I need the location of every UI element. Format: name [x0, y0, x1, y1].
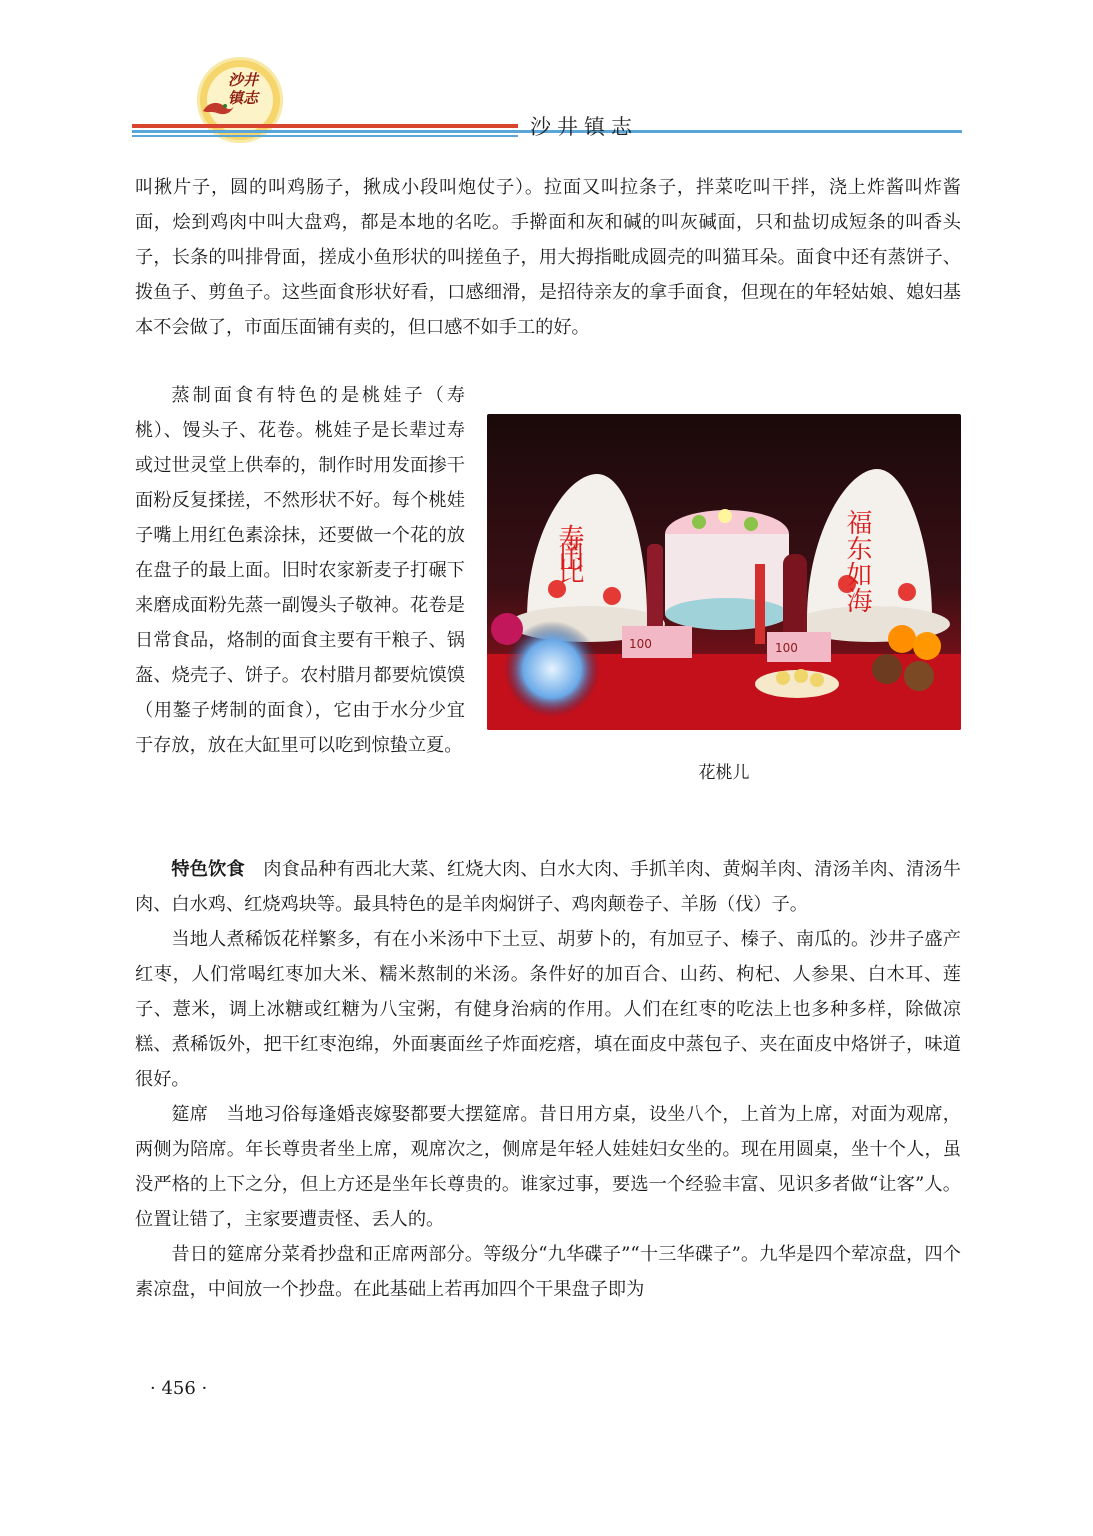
logo-text: 沙井 镇志 [227, 71, 258, 107]
paragraph-special-food [135, 852, 961, 922]
running-title: 沙井镇志 [530, 115, 638, 139]
page-header [0, 0, 1093, 150]
header-rule-blue-second [132, 135, 518, 137]
figure-caption: 花桃儿 [698, 763, 750, 783]
right-bun-text: 福东如海 [842, 509, 872, 613]
photo-flower-buns [487, 414, 961, 730]
banknote-right-text: 100 [775, 641, 798, 655]
paragraph-porridge: 当地人煮稀饭花样繁多，有在小米汤中下土豆、胡萝卜的，有加豆子、榛子、南瓜的。沙井子盛产红枣，人们常喝红枣加大米、糯米熬制的米汤。条件好的加百合、山药、枸杞、人参果、白木耳、莲子、薏米，调上冰糖或红糖为八宝粥，有健身治病的作用。人们在红枣的吃法上也多种多样，除做凉糕、煮稀饭外，把干红枣泡绵，外面裹面丝子炸面疙瘩，填在面皮中蒸包子、夹在面皮中烙饼子，味道很好。 [135, 929, 961, 1090]
paragraph: 叫揪片子，圆的叫鸡肠子，揪成小段叫炮仗子）。拉面又叫拉条子，拌菜吃叫干拌，浇上炸酱叫炸酱面，烩到鸡肉中叫大盘鸡，都是本地的名吃。手擀面和灰和碱的叫灰碱面，只和盐切成短条的叫香头子，长条的叫排骨面，搓成小鱼形状的叫搓鱼子，用大拇指毗成圆壳的叫猫耳朵。面食中还有蒸饼子、拨鱼子、剪鱼子。这些面食形状好看，口感细滑，是招待亲友的拿手面食，但现在的年轻姑娘、媳妇基本不会做了，市面压面铺有卖的，但口感不如手工的好。 [135, 177, 961, 338]
paragraph-banquet: 筵席 当地习俗每逢婚丧嫁娶都要大摆筵席。昔日用方桌，设坐八个，上首为上席，对面为观席，两侧为陪席。年长尊贵者坐上席，观席次之，侧席是年轻人娃娃妇女坐的。现在用圆桌，坐十个人，虽没严格的上下之分，但上方还是坐年长尊贵的。谁家过事，要选一个经验丰富、见识多者做“让客”人。位置让错了，主家要遭责怪、丢人的。 [135, 1104, 961, 1230]
photo-illustration [487, 414, 961, 730]
header-rule-red [132, 124, 518, 128]
body-text-wrap [135, 378, 465, 763]
section-heading: 特色饮食 [171, 859, 245, 880]
body-text-top [135, 170, 961, 345]
left-bun-text: 寿南山比 [554, 524, 584, 584]
banknote-left-text: 100 [629, 637, 652, 651]
body-text-bottom [135, 852, 961, 1307]
spacer [245, 859, 263, 880]
paragraph-steamed-food: 蒸制面食有特色的是桃娃子（寿桃）、馒头子、花卷。桃娃子是长辈过寿或过世灵堂上供奉的，制作时用发面掺干面粉反复揉搓，不然形状不好。每个桃娃子嘴上用红色素涂抹，还要做一个花的放在盘子的最上面。旧时农家新麦子打碾下来磨成面粉先蒸一副馒头子敬神。花卷是日常食品，烙制的面食主要有干粮子、锅盔、烧壳子、饼子。农村腊月都要炕馍馍（用鏊子烤制的面食），它由于水分少宜于存放，放在大缸里可以吃到惊蛰立夏。 [135, 385, 465, 756]
section-first-text: 肉食品种有西北大菜、红烧大肉、白水大肉、手抓羊肉、黄焖羊肉、清汤羊肉、清汤牛肉、白水鸡、红烧鸡块等。最具特色的是羊肉焖饼子、鸡肉颠卷子、羊肠（伐）子。 [135, 859, 961, 915]
page-number: · 456 · [150, 1378, 208, 1399]
paragraph-banquet-dishes: 昔日的筵席分菜肴抄盘和正席两部分。等级分“九华碟子”“十三华碟子”。九华是四个荤凉盘，四个素凉盘，中间放一个抄盘。在此基础上若再加四个干果盘子即为 [135, 1244, 961, 1300]
